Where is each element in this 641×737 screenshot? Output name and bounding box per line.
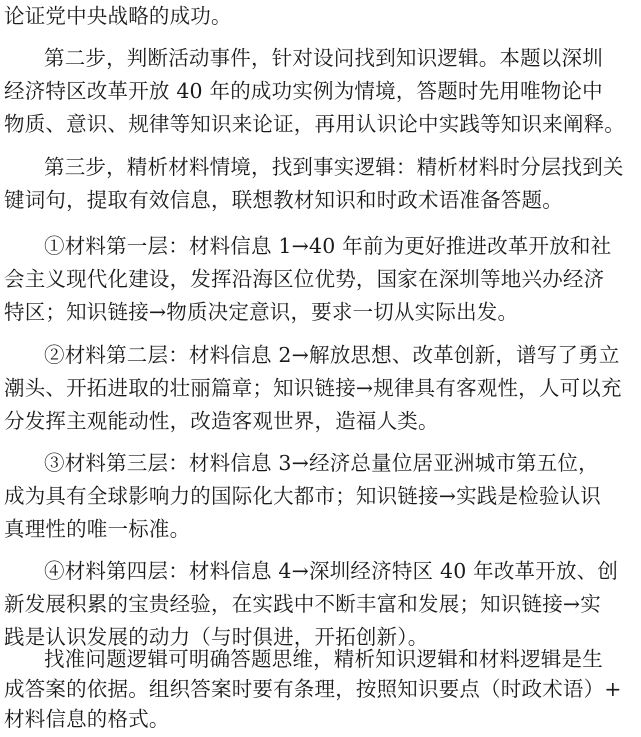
text-line: ①材料第一层：材料信息 1→40 年前为更好推进改革开放和社 <box>44 234 612 258</box>
text-line: 论证党中央战略的成功。 <box>4 4 232 28</box>
text-line: ③材料第三层：材料信息 3→经济总量位居亚洲城市第五位， <box>44 451 599 475</box>
text-line: 会主义现代化建设，发挥沿海区位优势，国家在深圳等地兴办经济 <box>4 267 605 291</box>
text-line: 特区；知识链接→物质决定意识，要求一切从实际出发。 <box>4 300 519 324</box>
text-line: 成为具有全球影响力的国际化大都市；知识链接→实践是检验认识 <box>4 484 601 508</box>
text-line: 第二步，判断活动事件，针对设问找到知识逻辑。本题以深圳 <box>44 46 603 70</box>
text-line: 分发挥主观能动性，改造客观世界，造福人类。 <box>4 409 439 433</box>
text-line: ④材料第四层：材料信息 4→深圳经济特区 40 年改革开放、创 <box>44 559 619 583</box>
text-line: 新发展积累的宝贵经验，在实践中不断丰富和发展；知识链接→实 <box>4 592 601 616</box>
text-line: 潮头、开拓进取的壮丽篇章；知识链接→规律具有客观性，人可以充 <box>4 376 622 400</box>
text-line: 第三步，精析材料情境，找到事实逻辑：精析材料时分层找到关 <box>44 155 624 179</box>
text-line: 成答案的依据。组织答案时要有条理，按照知识要点（时政术语）+ <box>4 677 622 701</box>
text-line: 践是认识发展的动力（与时俱进，开拓创新）。 <box>4 625 429 649</box>
text-line: 键词句，提取有效信息，联想教材知识和时政术语准备答题。 <box>4 188 563 212</box>
text-line: 真理性的唯一标准。 <box>4 517 191 541</box>
text-line: 物质、意识、规律等知识来论证，再用认识论中实践等知识来阐释。 <box>4 112 625 136</box>
text-line: 找准问题逻辑可明确答题思维，精析知识逻辑和材料逻辑是生 <box>44 647 603 671</box>
text-line: 经济特区改革开放 40 年的成功实例为情境，答题时先用唯物论中 <box>4 79 603 103</box>
text-line: 材料信息的格式。 <box>4 707 170 731</box>
text-line: ②材料第二层：材料信息 2→解放思想、改革创新，谱写了勇立 <box>44 343 620 367</box>
